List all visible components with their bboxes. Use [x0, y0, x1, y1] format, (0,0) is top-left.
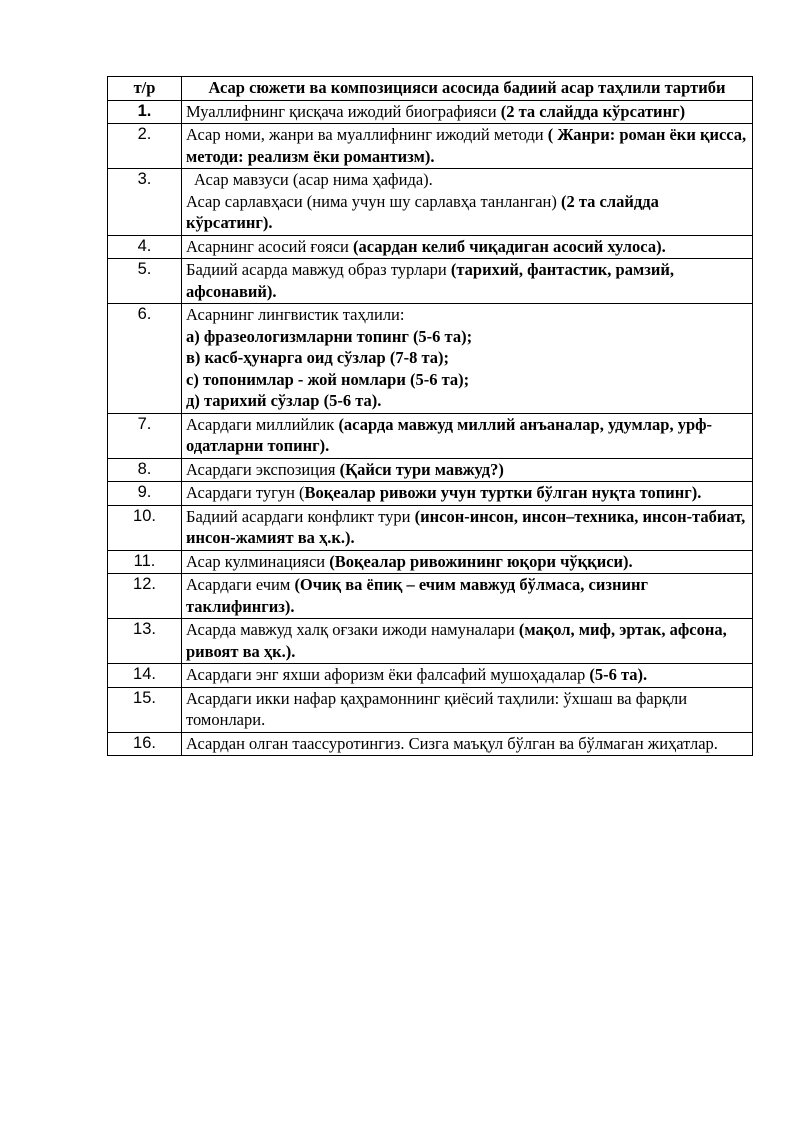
- row-number: 12.: [108, 574, 182, 619]
- row-number: 8.: [108, 458, 182, 482]
- table-row: [108, 235, 753, 259]
- row-text-bold: (5-6 та).: [589, 665, 648, 684]
- table-row: [108, 687, 753, 732]
- row-text-bold: ( Жанри: роман ёки қисса, методи: реализм ёки романтизм).: [186, 125, 747, 166]
- list-item: в) касб-ҳунарга оид сўзлар (7-8 та);: [186, 348, 450, 367]
- row-text-normal: Бадиий асарда мавжуд образ турлари: [186, 260, 451, 279]
- table-row: [108, 169, 753, 236]
- row-text-normal: Асардаги экспозиция: [186, 459, 340, 479]
- table-row: [108, 619, 753, 664]
- row-text-line1: Асар мавзуси (асар нима ҳафида).: [194, 170, 433, 189]
- row-text: [182, 574, 753, 619]
- row-number: 11.: [108, 550, 182, 574]
- row-text-bold: Воқеалар ривожи учун туртки бўлган нуқта топинг).: [304, 483, 702, 502]
- row-text-normal: Асардаги миллийлик: [186, 414, 339, 434]
- table-row: [108, 458, 753, 482]
- table-row: [108, 574, 753, 619]
- list-item: д) тарихий сўзлар (5-6 та).: [186, 391, 382, 410]
- row-text-bold: (мақол, миф, эртак, афсона, ривоят ва ҳк.).: [186, 620, 727, 661]
- row-text-normal: Асардаги энг яхши афоризм ёки фалсафий мушоҳадалар: [186, 665, 590, 684]
- list-item: а) фразеологизмларни топинг (5-6 та);: [186, 326, 473, 346]
- column-header-number: т/р: [108, 77, 182, 101]
- row-number: 2.: [108, 124, 182, 169]
- row-text-normal: Бадиий асардаги конфликт тури: [186, 506, 415, 526]
- row-text: [182, 482, 753, 506]
- table-row: [108, 732, 753, 756]
- row-text-normal: Асар кулминацияси: [186, 551, 330, 571]
- row-text: [182, 124, 753, 169]
- row-text-normal: Асарнинг лингвистик таҳлили:: [186, 305, 405, 324]
- row-number: 1.: [108, 100, 182, 124]
- row-text-bold: (тарихий, фантастик, рамзий, афсонавий).: [186, 260, 674, 301]
- row-text: [182, 259, 753, 304]
- table-row: [108, 550, 753, 574]
- row-number: 3.: [108, 169, 182, 236]
- row-text: [182, 550, 753, 574]
- row-text: [182, 235, 753, 259]
- row-number: 4.: [108, 235, 182, 259]
- row-text-normal: Асар номи, жанри ва муаллифнинг ижодий методи: [186, 125, 548, 144]
- row-number: 15.: [108, 687, 182, 732]
- row-text: [182, 304, 753, 414]
- table-row: [108, 124, 753, 169]
- row-text-bold: (Очиқ ва ёпиқ – ечим мавжуд бўлмаса, сизнинг таклифингиз).: [186, 575, 649, 616]
- row-text-normal: Асарда мавжуд халқ оғзаки ижоди намуналари: [186, 620, 519, 639]
- table-row: [108, 664, 753, 688]
- row-text: [182, 458, 753, 482]
- row-text: [182, 505, 753, 550]
- row-text-normal: Муаллифнинг қисқача ижодий биографияси: [186, 101, 501, 121]
- analysis-table: [107, 76, 753, 756]
- row-text: [182, 619, 753, 664]
- row-text-bold: (Воқеалар ривожининг юқори чўққиси).: [329, 551, 633, 571]
- row-text-normal: Асарнинг асосий ғояси: [186, 236, 353, 256]
- row-text-bold: (Қайси тури мавжуд?): [339, 459, 504, 479]
- row-number: 6.: [108, 304, 182, 414]
- row-text: Асардаги икки нафар қаҳрамоннинг қиёсий таҳлили: ўхшаш ва фарқли томонлари.: [182, 687, 753, 732]
- column-header-title: Асар сюжети ва композицияси асосида бадиий асар таҳлили тартиби: [182, 77, 753, 101]
- row-number: 5.: [108, 259, 182, 304]
- table-header-row: [108, 77, 753, 101]
- row-text: [182, 413, 753, 458]
- row-number: 13.: [108, 619, 182, 664]
- table-row: [108, 505, 753, 550]
- table-row: [108, 259, 753, 304]
- row-text-bold: (2 та слайдда кўрсатинг): [500, 101, 686, 121]
- row-text-normal: Асар сарлавҳаси (нима учун шу сарлавҳа танланган): [186, 191, 561, 211]
- table-row: [108, 413, 753, 458]
- row-text-normal: Асардаги тугун (: [186, 483, 305, 502]
- row-text-bold: (инсон-инсон, инсон–техника, инсон-табиат, инсон-жамият ва ҳ.к.).: [186, 506, 746, 547]
- table-row: [108, 304, 753, 414]
- row-number: 16.: [108, 732, 182, 756]
- table-row: [108, 482, 753, 506]
- row-text-bold: (асардан келиб чиқадиган асосий хулоса).: [352, 236, 666, 256]
- row-text: [182, 169, 753, 236]
- row-number: 7.: [108, 413, 182, 458]
- row-text-bold: (2 та слайдда кўрсатинг).: [186, 191, 659, 232]
- row-text-bold: (асарда мавжуд миллий анъаналар, удумлар, урф-одатларни топинг).: [186, 414, 713, 455]
- list-item: с) топонимлар - жой номлари (5-6 та);: [186, 369, 470, 389]
- row-text-normal: Асардаги ечим: [186, 575, 295, 594]
- row-number: 10.: [108, 505, 182, 550]
- row-number: 14.: [108, 664, 182, 688]
- table-row: [108, 100, 753, 124]
- row-text: Асардан олган таассуротингиз. Сизга маъқул бўлган ва бўлмаган жиҳатлар.: [182, 732, 753, 756]
- row-text: [182, 664, 753, 688]
- row-text: [182, 100, 753, 124]
- row-number: 9.: [108, 482, 182, 506]
